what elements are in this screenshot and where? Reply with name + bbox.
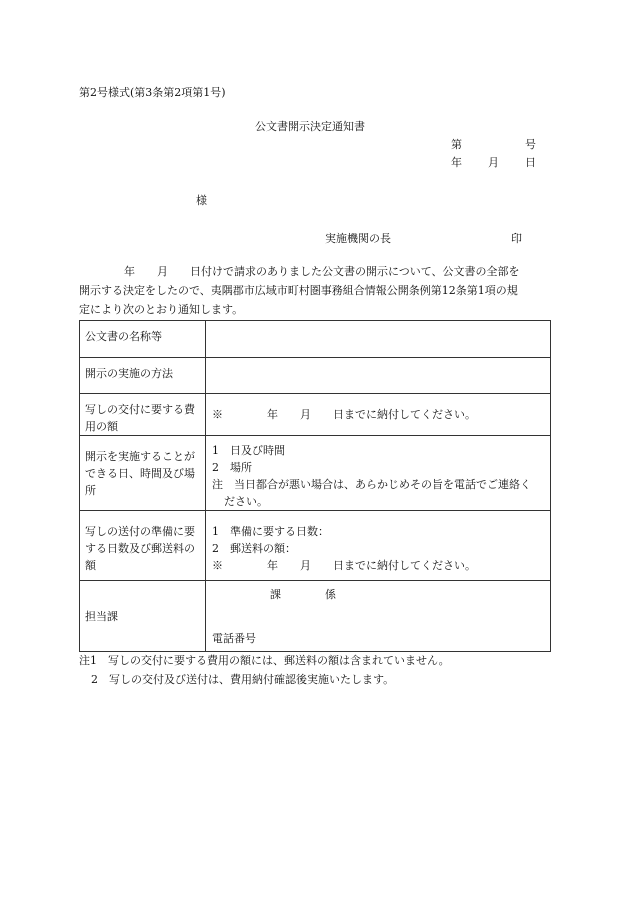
- number-suffix: 号: [525, 138, 536, 151]
- row-label: 開示の実施の方法: [80, 358, 206, 394]
- row-label: 写しの送付の準備に要する日数及び郵送料の額: [80, 511, 206, 581]
- document-title: 公文書開示決定通知書: [255, 120, 365, 133]
- phone-label: 電話番号: [212, 632, 256, 645]
- table-row: [80, 394, 551, 436]
- value-line: ※ 年 月 日までに納付してください。: [212, 559, 476, 572]
- value-line: ださい。: [224, 495, 268, 508]
- addressee-suffix: 様: [196, 194, 207, 207]
- date-year: 年: [451, 156, 462, 169]
- issuer-label: 実施機関の長: [325, 232, 391, 245]
- row-value: [206, 358, 551, 394]
- section-line: 課 係: [270, 588, 336, 601]
- table-row: [80, 581, 551, 652]
- form-number: 第2号様式(第3条第2項第1号): [79, 86, 226, 99]
- body-line: 開示する決定をしたので、夷隅郡市広域市町村圏事務組合情報公開条例第12条第1項の規: [79, 284, 518, 297]
- fee-deadline-line: ※ 年 月 日までに納付してください。: [212, 408, 476, 421]
- row-value: [206, 511, 551, 581]
- value-line: 1 日及び時間: [212, 444, 285, 457]
- value-line: 2 場所: [212, 461, 252, 474]
- body-line: 年 月 日付けで請求のありました公文書の開示について、公文書の全部を: [124, 265, 520, 278]
- body-line: 定により次のとおり通知します。: [79, 303, 244, 316]
- row-label: 写しの交付に要する費用の額: [80, 394, 206, 436]
- table-row: [80, 511, 551, 581]
- date-month: 月: [488, 156, 499, 169]
- date-day: 日: [525, 156, 536, 169]
- issuer-seal: 印: [511, 232, 522, 245]
- table-row: [80, 321, 551, 358]
- footnote: 2 写しの交付及び送付は、費用納付確認後実施いたします。: [91, 673, 395, 686]
- row-label: 開示を実施することができる日、時間及び場所: [80, 436, 206, 511]
- footnote: 注1 写しの交付に要する費用の額には、郵送料の額は含まれていません。: [79, 654, 450, 667]
- value-line: 1 準備に要する日数：: [212, 525, 329, 538]
- body-paragraph: [79, 262, 551, 319]
- footnotes: [79, 651, 450, 689]
- row-value: [206, 581, 551, 652]
- row-label: 公文書の名称等: [80, 321, 206, 358]
- row-value: [206, 394, 551, 436]
- table-row: [80, 358, 551, 394]
- row-value: [206, 436, 551, 511]
- value-line: 2 郵送料の額：: [212, 542, 296, 555]
- disclosure-table: [79, 320, 551, 652]
- number-prefix: 第: [451, 138, 462, 151]
- row-value: [206, 321, 551, 358]
- value-line: 注 当日都合が悪い場合は、あらかじめその旨を電話でご連絡く: [212, 478, 531, 491]
- table-row: [80, 436, 551, 511]
- row-label: 担当課: [80, 581, 206, 652]
